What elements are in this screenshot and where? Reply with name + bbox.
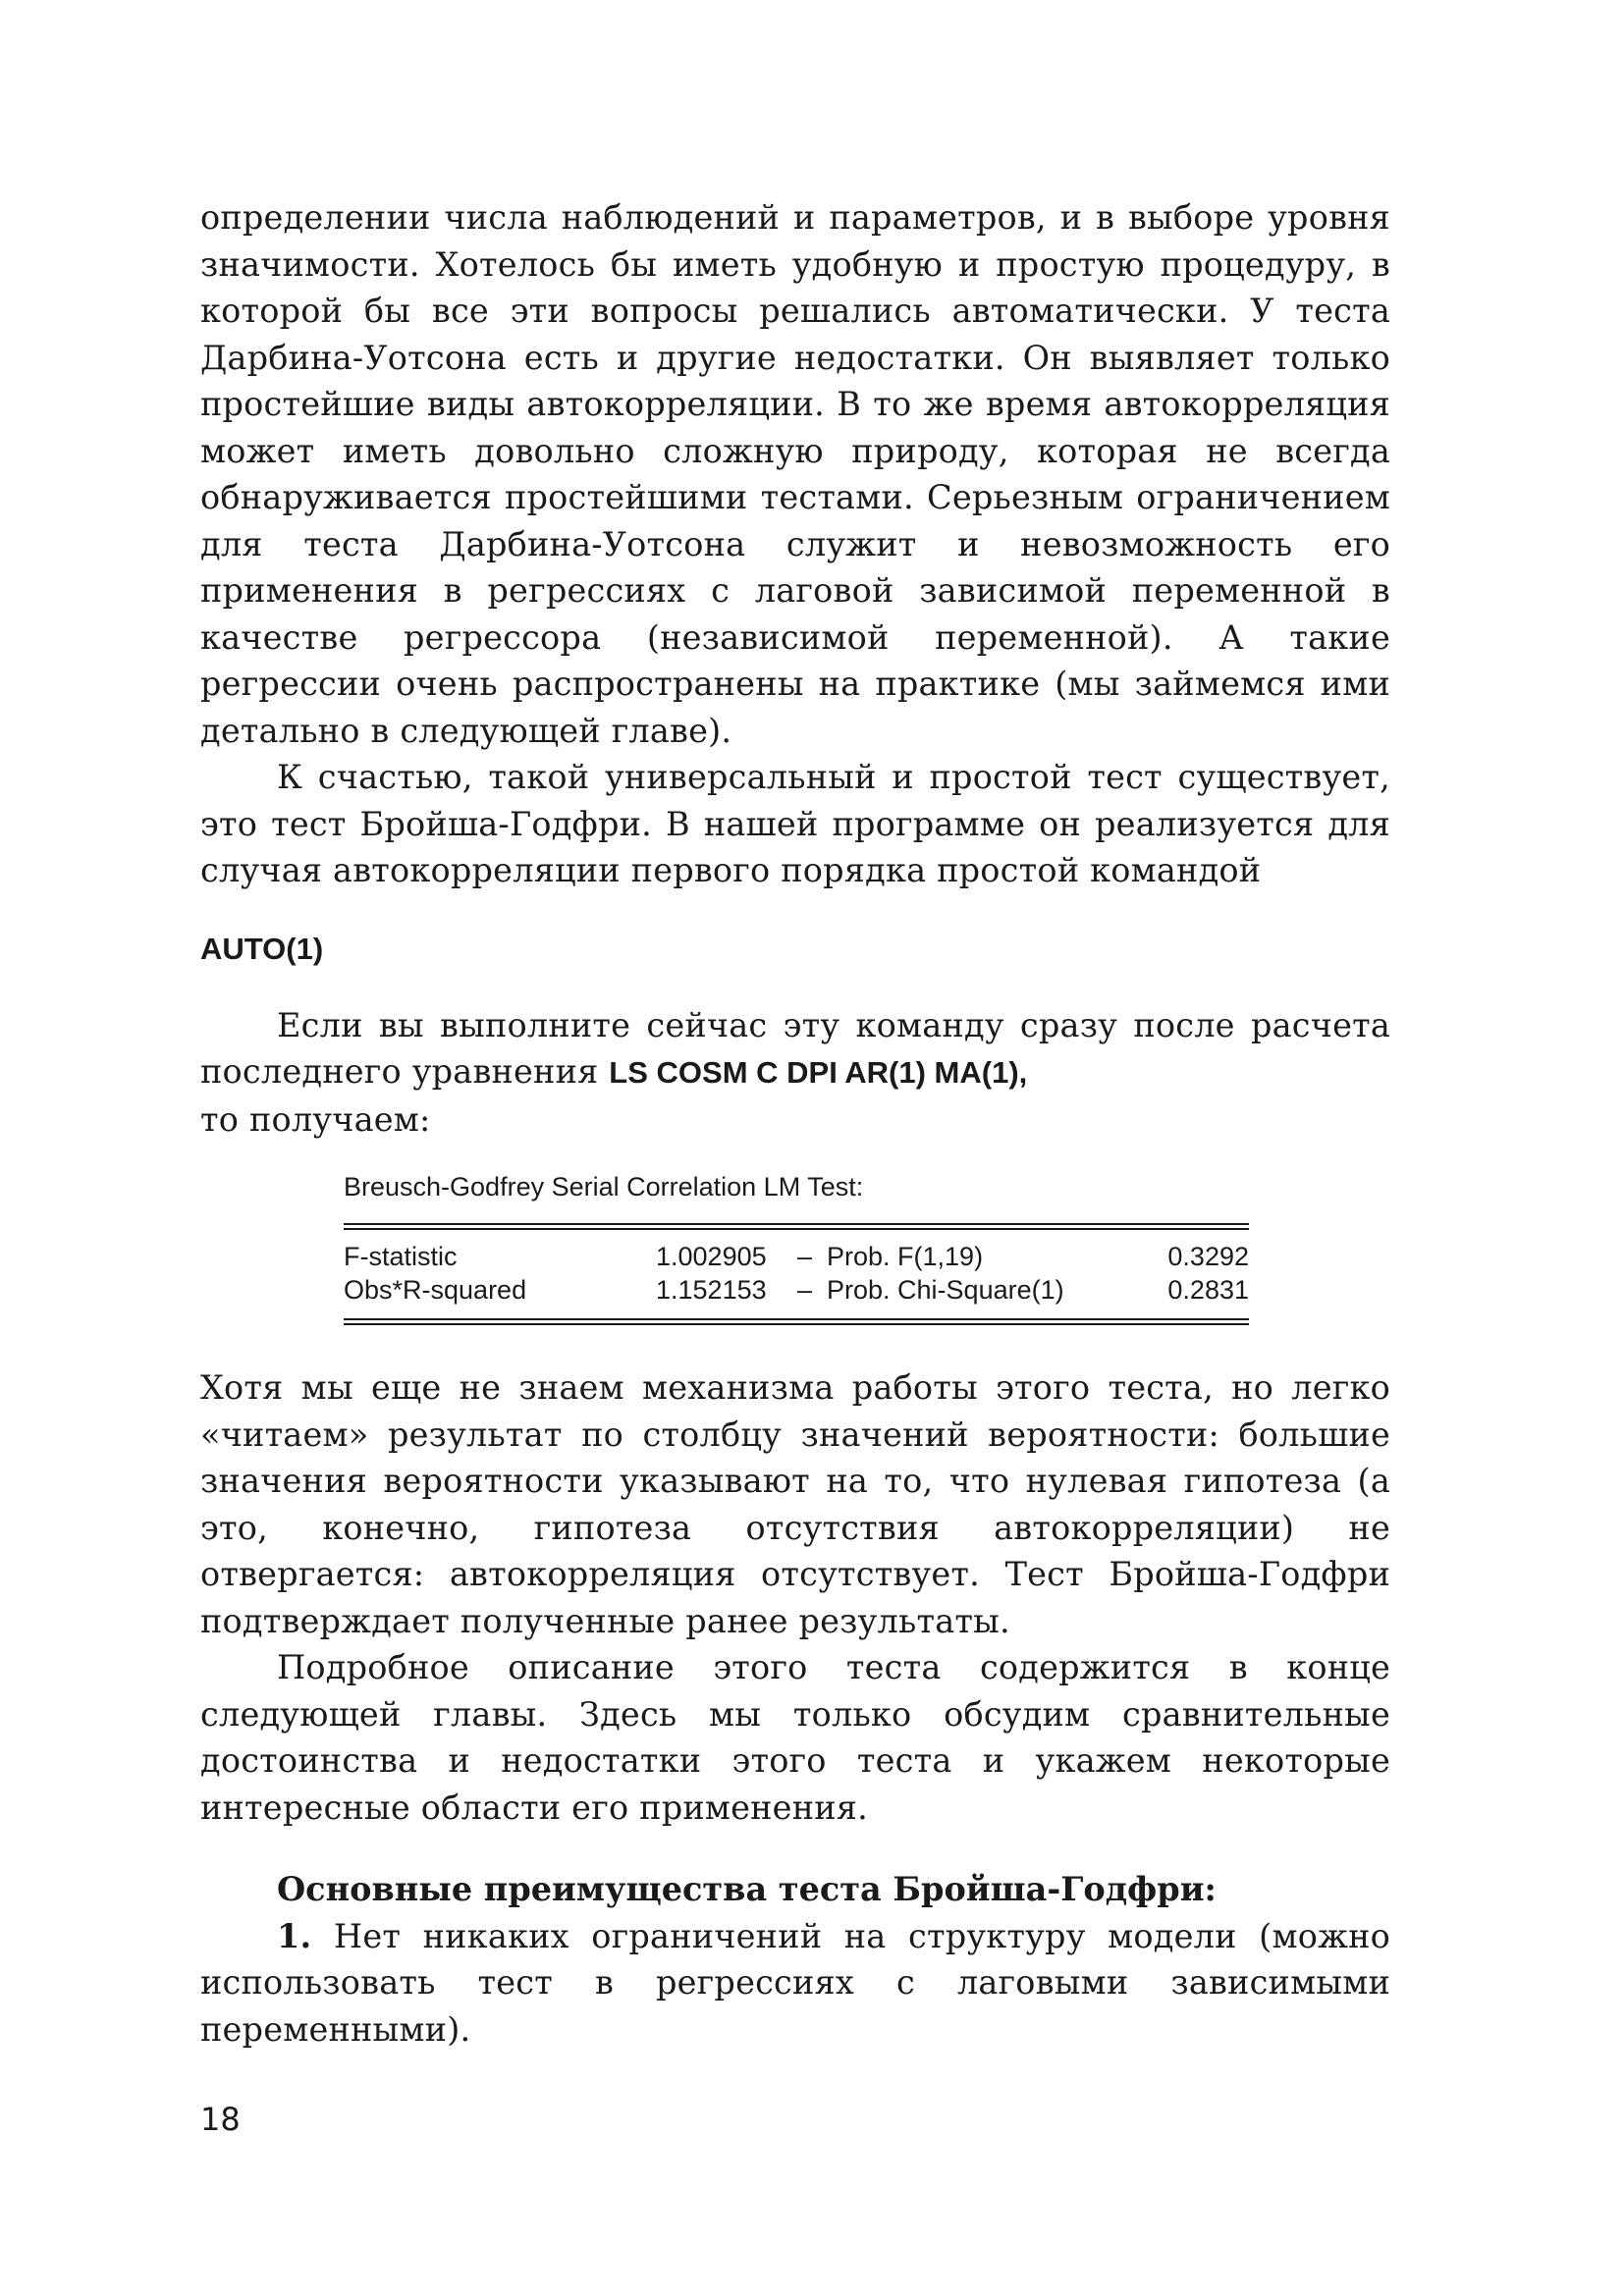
page-number: 18 <box>200 2101 241 2138</box>
page-body <box>200 194 1390 2053</box>
stat-dash: – <box>797 1275 813 1305</box>
stat-value: 1.002905 <box>656 1242 767 1271</box>
stat-prob: 0.3292 <box>1167 1242 1249 1271</box>
paragraph-test-description: Подробное описание этого теста содержится в конце следующей главы. Здесь мы только обсудим сравнительные достоинства и недостатки этого теста и укажем некоторые интересные области его применения. <box>200 1648 1390 1827</box>
stat-prob: 0.2831 <box>1167 1275 1249 1305</box>
table-top-rule <box>344 1223 1249 1230</box>
table-row <box>344 1240 1249 1273</box>
section-heading: Основные преимущества теста Бройша-Годфри: <box>277 1870 1217 1908</box>
stat-name: Obs*R-squared <box>344 1275 527 1305</box>
stat-test: Prob. F(1,19) <box>827 1242 984 1271</box>
list-item-text: Нет никаких ограничений на структуру модели (можно использовать тест в регрессиях с лаговыми зависимыми переменными). <box>200 1916 1390 2049</box>
stat-name: F-statistic <box>344 1242 458 1271</box>
list-item-number: 1. <box>277 1916 312 1955</box>
table-body <box>344 1230 1249 1318</box>
stat-test: Prob. Chi-Square(1) <box>827 1275 1064 1305</box>
list-item <box>200 1913 1390 2054</box>
stat-dash: – <box>797 1242 813 1271</box>
paragraph-run-command <box>200 1002 1390 1144</box>
paragraph-breusch-godfrey-intro: К счастью, такой универсальный и простой тест существует, это тест Бройша-Годфри. В нашей программе он реализуется для случая автокорреляции первого порядка простой командой <box>200 758 1390 889</box>
result-lead-text: то получаем: <box>200 1099 431 1139</box>
equation-code: LS COSM C DPI AR(1) MA(1), <box>609 1055 1028 1090</box>
table-title: Breusch-Godfrey Serial Correlation LM Test: <box>344 1172 864 1201</box>
lm-test-table <box>344 1170 1249 1325</box>
paragraph-durbin-watson-limitations: определении числа наблюдений и параметров, и в выборе уровня значимости. Хотелось бы иметь удобную и простую процедуру, в которой бы все эти вопросы решались автоматически. У теста Дарбина-Уотсона есть и другие недостатки. Он выявляет только простейшие виды автокорреляции. В то же время автокорреляция может иметь довольно сложную природу, которая не всегда обнаруживается простейшими тестами. Серьезным ограничением для теста Дарбина-Уотсона служит и невозможность его применения в регрессиях с лаговой зависимой переменной в качестве регрессора (независимой переменной). А такие регрессии очень распространены на практике (мы займемся ими детально в следующей главе). <box>200 198 1390 750</box>
run-command-text: Если вы выполните сейчас эту команду сразу после расчета последнего уравнения <box>200 1005 1390 1091</box>
table-bottom-rule <box>344 1318 1249 1325</box>
paragraph-reading-result: Хотя мы еще не знаем механизма работы этого теста, но легко «читаем» результат по столбцу значений вероятности: большие значения вероятности указывают на то, что нулевая гипотеза (а это, конечно, гипотеза отсутствия автокорреляции) не отвергается: автокорреляция отсутствует. Тест Бройша-Годфри подтверждает полученные ранее результаты. <box>200 1368 1390 1640</box>
stat-value: 1.152153 <box>656 1275 767 1305</box>
table-row <box>344 1273 1249 1307</box>
command-auto: AUTO(1) <box>200 931 324 966</box>
